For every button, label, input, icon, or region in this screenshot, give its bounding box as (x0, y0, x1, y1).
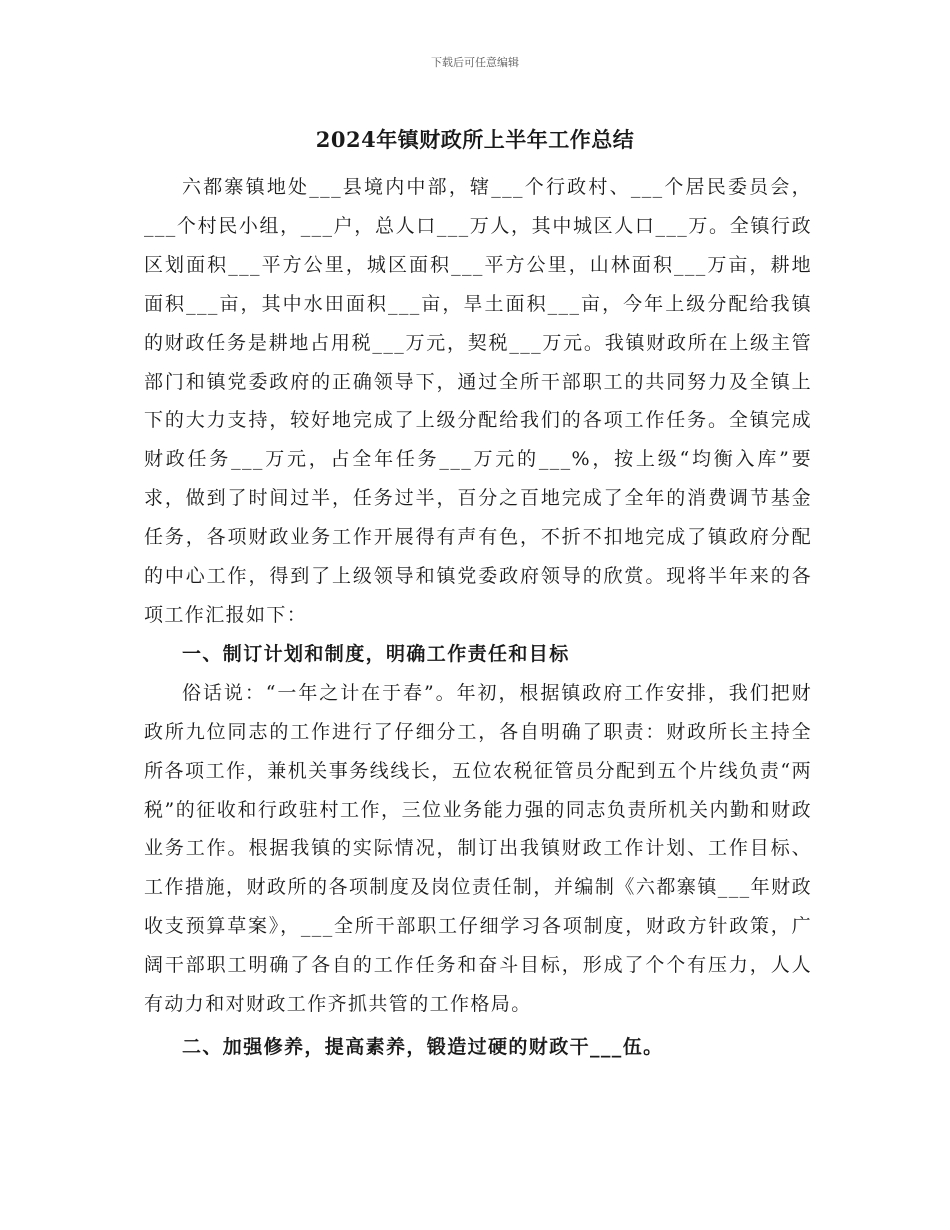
document-body (144, 168, 812, 1067)
header-note: 下载后可任意编辑 (431, 56, 519, 69)
section-2-heading: 二、加强修养，提高素养，锻造过硬的财政干___伍。 (182, 1035, 664, 1058)
document-title: 2024年镇财政所上半年工作总结 (315, 127, 635, 152)
section-1-heading: 一、制订计划和制度，明确工作责任和目标 (182, 642, 570, 665)
section-1-paragraph: 俗话说：“一年之计在于春”。年初，根据镇政府工作安排，我们把财政所九位同志的工作进行了仔细分工，各自明确了职责：财政所长主持全所各项工作，兼机关事务线线长，五位农税征管员分配到五个片线负责“两税”的征收和行政驻村工作，三位业务能力强的同志负责所机关内勤和财政业务工作。根据我镇的实际情况，制订出我镇财政工作计划、工作目标、工作措施，财政所的各项制度及岗位责任制，并编制《六都寨镇___年财政收支预算草案》，___全所干部职工仔细学习各项制度，财政方针政策，广阔干部职工明确了各自的工作任务和奋斗目标，形成了个个有压力，人人有动力和对财政工作齐抓共管的工作格局。 (144, 681, 812, 1016)
intro-paragraph: 六都寨镇地处___县境内中部，辖___个行政村、___个居民委员会，___个村民小组，___户，总人口___万人，其中城区人口___万。全镇行政区划面积___平方公里，城区面积___平方公里，山林面积___万亩，耕地面积___亩，其中水田面积___亩，旱土面积___亩，今年上级分配给我镇的财政任务是耕地占用税___万元，契税___万元。我镇财政所在上级主管部门和镇党委政府的正确领导下，通过全所干部职工的共同努力及全镇上下的大力支持，较好地完成了上级分配给我们的各项工作任务。全镇完成财政任务___万元，占全年任务___万元的___%，按上级“均衡入库”要求，做到了时间过半，任务过半，百分之百地完成了全年的消费调节基金任务，各项财政业务工作开展得有声有色，不折不扣地完成了镇政府分配的中心工作，得到了上级领导和镇党委政府领导的欣赏。现将半年来的各项工作汇报如下： (144, 176, 812, 626)
